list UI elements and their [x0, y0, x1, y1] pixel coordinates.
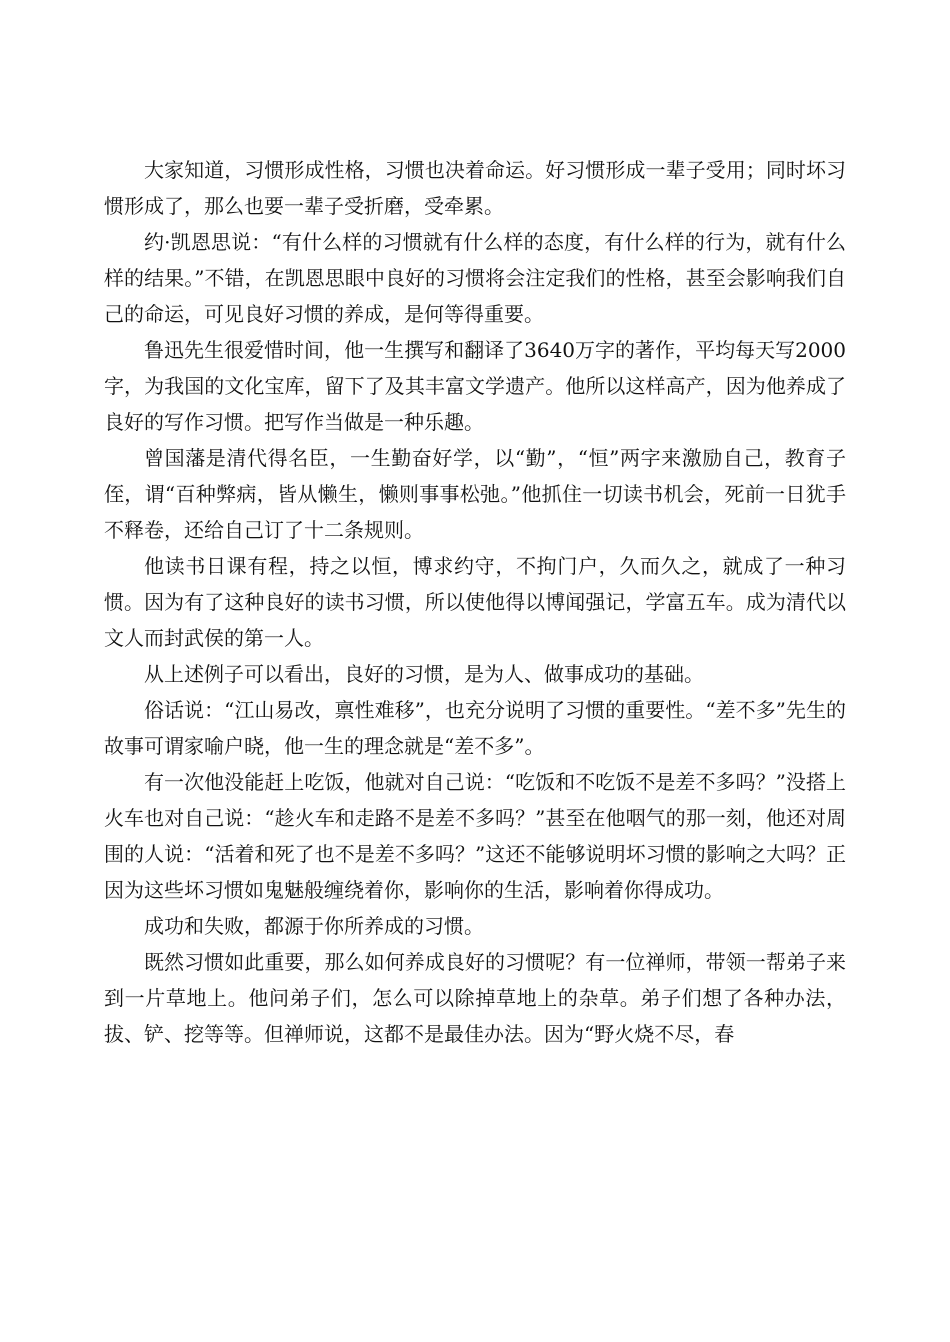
paragraph-conclusion-examples: 从上述例子可以看出，良好的习惯，是为人、做事成功的基础。: [144, 662, 704, 686]
paragraph-keynes-quote: 约·凯恩思说：“有什么样的习惯就有什么样的态度，有什么样的行为，就有什么样的结果。”不错，在凯恩思眼中良好的习惯将会注定我们的性格，甚至会影响我们自己的命运，可见良好习惯的养成，是何等得重要。: [104, 230, 846, 326]
paragraph-proverb: 俗话说：“江山易改，禀性难移”，也充分说明了习惯的重要性。“差不多”先生的故事可谓家喻户晓，他一生的理念就是“差不多”。: [104, 698, 846, 758]
paragraph-zen-master: 既然习惯如此重要，那么如何养成良好的习惯呢？有一位禅师，带领一帮弟子来到一片草地上。他问弟子们，怎么可以除掉草地上的杂草。弟子们想了各种办法，拔、铲、挖等等。但禅师说，这都不是最佳办法。因为“野火烧不尽，春: [104, 950, 846, 1046]
paragraph-zeng-guofan: 曾国藩是清代得名臣，一生勤奋好学，以“勤”，“恒”两字来激励自己，教育子侄，谓“百种弊病，皆从懒生，懒则事事松弛。”他抓住一切读书机会，死前一日犹手不释卷，还给自己订了十二条规则。: [104, 446, 846, 542]
paragraph-reading-habit: 他读书日课有程，持之以恒，博求约守，不拘门户，久而久之，就成了一种习惯。因为有了这种良好的读书习惯，所以使他得以博闻强记，学富五车。成为清代以文人而封武侯的第一人。: [104, 554, 846, 650]
document-body: [104, 152, 846, 1052]
paragraph-habit-destiny: 大家知道，习惯形成性格，习惯也决着命运。好习惯形成一辈子受用；同时坏习惯形成了，那么也要一辈子受折磨，受牵累。: [104, 158, 846, 218]
paragraph-lu-xun: 鲁迅先生很爱惜时间，他一生撰写和翻译了3640万字的著作，平均每天写2000字，为我国的文化宝库，留下了及其丰富文学遗产。他所以这样高产，因为他养成了良好的写作习惯。把写作当做是一种乐趣。: [104, 338, 846, 434]
paragraph-mr-chabuduo: 有一次他没能赶上吃饭，他就对自己说：“吃饭和不吃饭不是差不多吗？”没搭上火车也对自己说：“趁火车和走路不是差不多吗？”甚至在他咽气的那一刻，他还对周围的人说：“活着和死了也不是差不多吗？”这还不能够说明坏习惯的影响之大吗？正因为这些坏习惯如鬼魅般缠绕着你，影响你的生活，影响着你得成功。: [104, 770, 846, 902]
paragraph-success-failure: 成功和失败，都源于你所养成的习惯。: [144, 914, 484, 938]
